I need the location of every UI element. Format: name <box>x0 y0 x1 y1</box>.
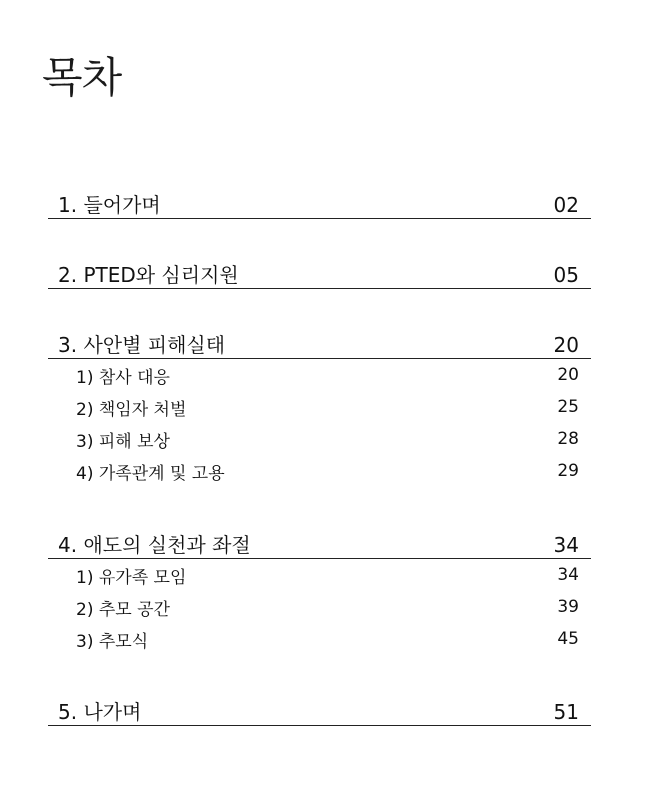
toc-section-1[interactable] <box>48 188 591 219</box>
subsection-label: 3) 추모식 <box>76 631 149 652</box>
subsection-item[interactable] <box>48 359 591 391</box>
section-label: 1. 들어가며 <box>58 193 161 217</box>
toc-section-5[interactable] <box>48 695 591 726</box>
subsection-page-number: 45 <box>557 629 579 649</box>
subsection-label: 1) 참사 대응 <box>76 367 170 388</box>
section-heading[interactable] <box>48 188 591 219</box>
subsection-page-number: 34 <box>557 565 579 585</box>
section-heading[interactable] <box>48 258 591 289</box>
section-page-number: 51 <box>553 700 579 724</box>
toc-section-4[interactable] <box>48 528 591 655</box>
subsection-item[interactable] <box>48 391 591 423</box>
section-label: 2. PTED와 심리지원 <box>58 263 239 287</box>
subsection-item[interactable] <box>48 623 591 655</box>
subsection-page-number: 39 <box>557 597 579 617</box>
section-page-number: 02 <box>553 193 579 217</box>
section-heading[interactable] <box>48 328 591 359</box>
subsection-label: 4) 가족관계 및 고용 <box>76 463 225 484</box>
section-page-number: 34 <box>553 533 579 557</box>
subsection-item[interactable] <box>48 423 591 455</box>
subsection-label: 1) 유가족 모임 <box>76 567 187 588</box>
subsection-label: 2) 책임자 처벌 <box>76 399 187 420</box>
section-page-number: 05 <box>553 263 579 287</box>
subsection-label: 3) 피해 보상 <box>76 431 170 452</box>
subsection-page-number: 29 <box>557 461 579 481</box>
subsection-item[interactable] <box>48 455 591 487</box>
subsection-page-number: 20 <box>557 365 579 385</box>
subsection-page-number: 28 <box>557 429 579 449</box>
section-heading[interactable] <box>48 695 591 726</box>
section-label: 3. 사안별 피해실태 <box>58 333 226 357</box>
section-heading[interactable] <box>48 528 591 559</box>
subsection-page-number: 25 <box>557 397 579 417</box>
toc-section-2[interactable] <box>48 258 591 289</box>
section-label: 5. 나가며 <box>58 700 142 724</box>
section-page-number: 20 <box>553 333 579 357</box>
subsection-label: 2) 추모 공간 <box>76 599 170 620</box>
toc-section-3[interactable] <box>48 328 591 487</box>
toc-title: 목차 <box>42 53 122 102</box>
subsection-item[interactable] <box>48 591 591 623</box>
subsection-item[interactable] <box>48 559 591 591</box>
section-label: 4. 애도의 실천과 좌절 <box>58 533 251 557</box>
